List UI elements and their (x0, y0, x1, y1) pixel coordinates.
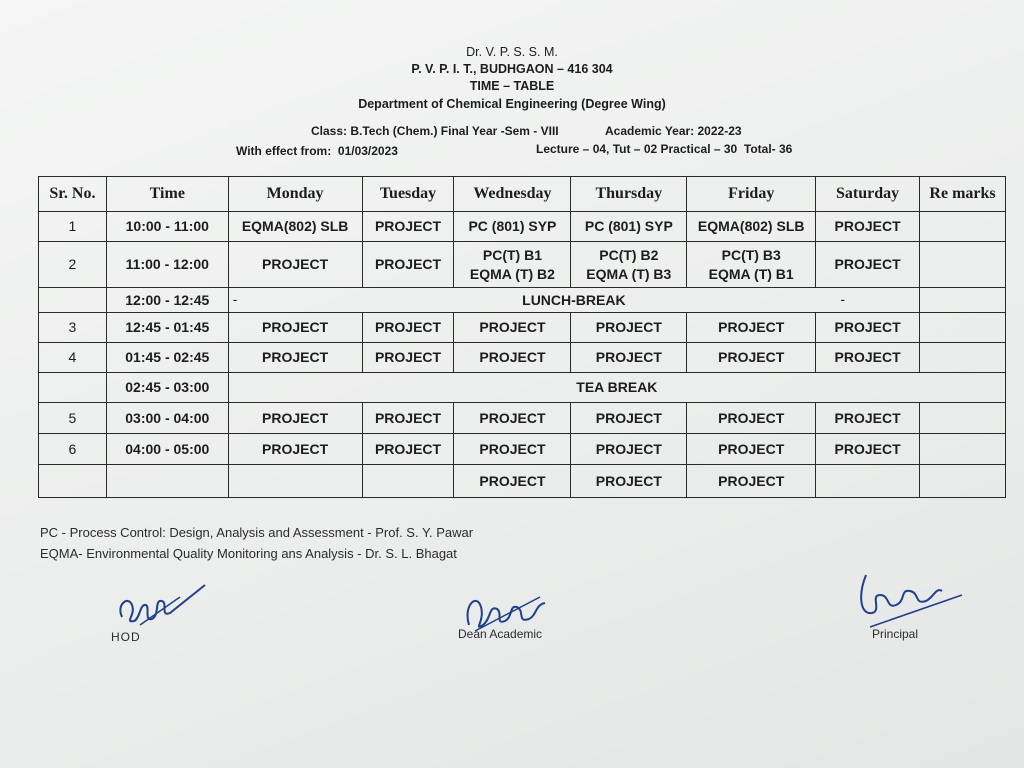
remarks-cell (920, 434, 1006, 465)
batch-line: EQMA (T) B2 (469, 265, 555, 282)
table-header-row (39, 177, 1006, 212)
tuesday-cell: PROJECT (362, 313, 454, 343)
thursday-cell: PROJECT (571, 343, 687, 373)
table-row (39, 212, 1006, 242)
lunch-break-label: LUNCH-BREAK (522, 291, 626, 308)
thursday-cell: PROJECT (571, 465, 687, 498)
monday-cell: PROJECT (228, 403, 362, 434)
sr-no (39, 288, 107, 313)
remarks-cell (920, 465, 1006, 498)
hod-signature (110, 575, 220, 635)
friday-cell: PROJECT (687, 434, 816, 465)
remarks-cell (920, 343, 1006, 373)
friday-cell: PROJECT (687, 465, 816, 498)
saturday-cell: PROJECT (816, 343, 920, 373)
teaching-load-line: Lecture – 04, Tut – 02 Practical – 30 Total- 36 (536, 142, 793, 156)
tuesday-cell (362, 465, 454, 498)
saturday-cell: PROJECT (816, 313, 920, 343)
sr-no: 6 (39, 434, 107, 465)
thursday-cell: PROJECT (571, 434, 687, 465)
wednesday-cell: PROJECT (454, 434, 571, 465)
remarks-cell (920, 288, 1006, 313)
header-saturday: Saturday (816, 177, 920, 212)
monday-cell: PROJECT (228, 434, 362, 465)
monday-cell: PROJECT (228, 242, 362, 288)
wednesday-cell (454, 242, 571, 288)
time-slot: 12:00 - 12:45 (106, 288, 228, 313)
time-slot: 03:00 - 04:00 (106, 403, 228, 434)
saturday-cell (816, 465, 920, 498)
saturday-cell: PROJECT (816, 242, 920, 288)
saturday-cell: PROJECT (816, 212, 920, 242)
table-row (39, 288, 1006, 313)
table-row (39, 465, 1006, 498)
sr-no: 5 (39, 403, 107, 434)
monday-cell: PROJECT (228, 313, 362, 343)
time-slot: 01:45 - 02:45 (106, 343, 228, 373)
sr-no: 1 (39, 212, 107, 242)
sr-no: 2 (39, 242, 107, 288)
wednesday-cell: PC (801) SYP (454, 212, 571, 242)
monday-cell: PROJECT (228, 343, 362, 373)
wednesday-cell: PROJECT (454, 343, 571, 373)
break-dash-left: - (232, 291, 238, 307)
wednesday-cell: PROJECT (454, 465, 571, 498)
timetable-grid (38, 176, 1006, 498)
monday-cell (228, 465, 362, 498)
academic-year-line: Academic Year: 2022-23 (605, 124, 742, 138)
header-wednesday: Wednesday (454, 177, 571, 212)
monday-cell: EQMA(802) SLB (228, 212, 362, 242)
class-line: Class: B.Tech (Chem.) Final Year -Sem - VIII (311, 124, 559, 138)
header-time: Time (106, 177, 228, 212)
break-dash-right: - (840, 291, 846, 307)
remarks-cell (920, 403, 1006, 434)
header-remarks: Re marks (920, 177, 1006, 212)
effect-date-line: With effect from: 01/03/2023 (236, 144, 398, 158)
batch-line: EQMA (T) B3 (586, 265, 672, 282)
friday-cell: PROJECT (687, 313, 816, 343)
wednesday-cell: PROJECT (454, 403, 571, 434)
wednesday-cell: PROJECT (454, 313, 571, 343)
tuesday-cell: PROJECT (362, 212, 454, 242)
header-thursday: Thursday (571, 177, 687, 212)
batch-line: PC(T) B1 (482, 246, 542, 263)
header-monday: Monday (228, 177, 362, 212)
friday-cell: PROJECT (687, 343, 816, 373)
saturday-cell: PROJECT (816, 434, 920, 465)
tea-break-cell: TEA BREAK (228, 373, 1005, 403)
remarks-cell (920, 313, 1006, 343)
time-slot (106, 465, 228, 498)
header-friday: Friday (687, 177, 816, 212)
friday-cell: EQMA(802) SLB (687, 212, 816, 242)
time-slot: 11:00 - 12:00 (106, 242, 228, 288)
time-slot: 12:45 - 01:45 (106, 313, 228, 343)
tuesday-cell: PROJECT (362, 242, 454, 288)
sr-no: 4 (39, 343, 107, 373)
table-row (39, 403, 1006, 434)
document-title: TIME – TABLE (469, 79, 555, 93)
header-sr-no: Sr. No. (39, 177, 107, 212)
department-line: Department of Chemical Engineering (Degree Wing) (358, 97, 666, 111)
table-row (39, 343, 1006, 373)
sr-no: 3 (39, 313, 107, 343)
institution-line2: P. V. P. I. T., BUDHGAON – 416 304 (411, 62, 613, 76)
dean-label: Dean Academic (458, 627, 543, 641)
time-slot: 10:00 - 11:00 (106, 212, 228, 242)
table-row (39, 434, 1006, 465)
time-slot: 02:45 - 03:00 (106, 373, 228, 403)
thursday-cell: PC (801) SYP (571, 212, 687, 242)
tuesday-cell: PROJECT (362, 343, 454, 373)
sr-no (39, 373, 107, 403)
lunch-break-cell (228, 288, 919, 313)
time-slot: 04:00 - 05:00 (106, 434, 228, 465)
principal-label: Principal (872, 627, 919, 641)
thursday-cell: PROJECT (571, 313, 687, 343)
tuesday-cell: PROJECT (362, 403, 454, 434)
hod-label: HOD (111, 630, 141, 644)
header-tuesday: Tuesday (362, 177, 454, 212)
friday-cell: PROJECT (687, 403, 816, 434)
remarks-cell (920, 242, 1006, 288)
table-row (39, 373, 1006, 403)
footnote-eqma: EQMA- Environmental Quality Monitoring ans Analysis - Dr. S. L. Bhagat (40, 546, 457, 561)
batch-line: EQMA (T) B1 (708, 265, 794, 282)
tuesday-cell: PROJECT (362, 434, 454, 465)
table-row (39, 313, 1006, 343)
batch-line: PC(T) B2 (599, 246, 659, 263)
sr-no (39, 465, 107, 498)
remarks-cell (920, 212, 1006, 242)
friday-cell (687, 242, 816, 288)
batch-line: PC(T) B3 (721, 246, 781, 263)
saturday-cell: PROJECT (816, 403, 920, 434)
table-row (39, 242, 1006, 288)
footnote-pc: PC - Process Control: Design, Analysis and Assessment - Prof. S. Y. Pawar (40, 525, 474, 540)
institution-line1: Dr. V. P. S. S. M. (466, 45, 558, 59)
thursday-cell: PROJECT (571, 403, 687, 434)
thursday-cell (571, 242, 687, 288)
